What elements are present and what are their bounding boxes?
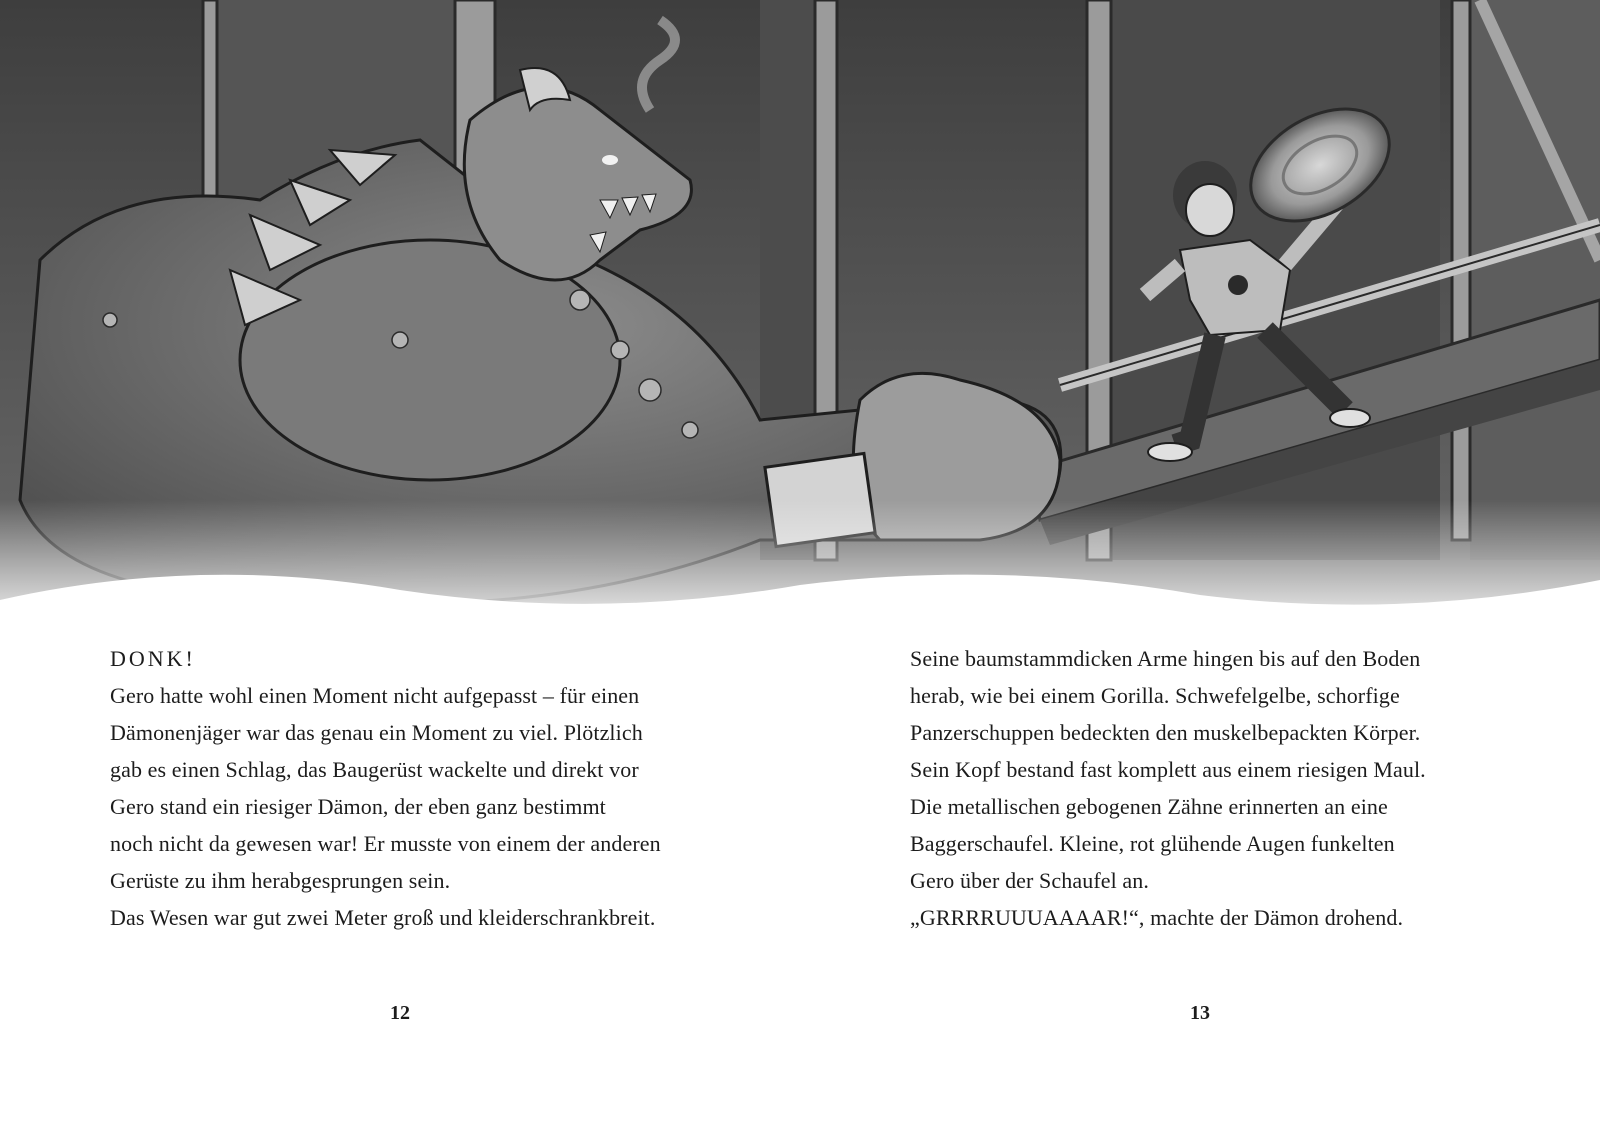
text-line: noch nicht da gewesen war! Er musste von einem der anderen bbox=[110, 831, 661, 856]
text-line: Gero stand ein riesiger Dämon, der eben ganz bestimmt bbox=[110, 794, 606, 819]
page-number-right: 13 bbox=[1190, 1002, 1210, 1024]
text-line: Das Wesen war gut zwei Meter groß und kleiderschrankbreit. bbox=[110, 905, 656, 930]
page-number-left: 12 bbox=[390, 1002, 410, 1024]
text-line: gab es einen Schlag, das Baugerüst wackelte und direkt vor bbox=[110, 757, 639, 782]
text-line: Die metallischen gebogenen Zähne erinnerten an eine bbox=[910, 794, 1388, 819]
right-page-text bbox=[910, 640, 1510, 936]
text-line: Gero hatte wohl einen Moment nicht aufgepasst – für einen bbox=[110, 683, 640, 708]
text-line: Sein Kopf bestand fast komplett aus einem riesigen Maul. bbox=[910, 757, 1426, 782]
left-page-text bbox=[110, 640, 710, 936]
text-line: Seine baumstammdicken Arme hingen bis auf den Boden bbox=[910, 646, 1421, 671]
text-line: „GRRRRUUUAAAAR!“, machte der Dämon drohend. bbox=[910, 905, 1404, 930]
text-line: Dämonenjäger war das genau ein Moment zu viel. Plötzlich bbox=[110, 720, 643, 745]
text-line: DONK! bbox=[110, 646, 196, 671]
text-line: Gerüste zu ihm herabgesprungen sein. bbox=[110, 868, 451, 893]
text-line: herab, wie bei einem Gorilla. Schwefelgelbe, schorfige bbox=[910, 683, 1400, 708]
text-line: Baggerschaufel. Kleine, rot glühende Augen funkelten bbox=[910, 831, 1395, 856]
text-line: Gero über der Schaufel an. bbox=[910, 868, 1149, 893]
text-line: Panzerschuppen bedeckten den muskelbepackten Körper. bbox=[910, 720, 1421, 745]
